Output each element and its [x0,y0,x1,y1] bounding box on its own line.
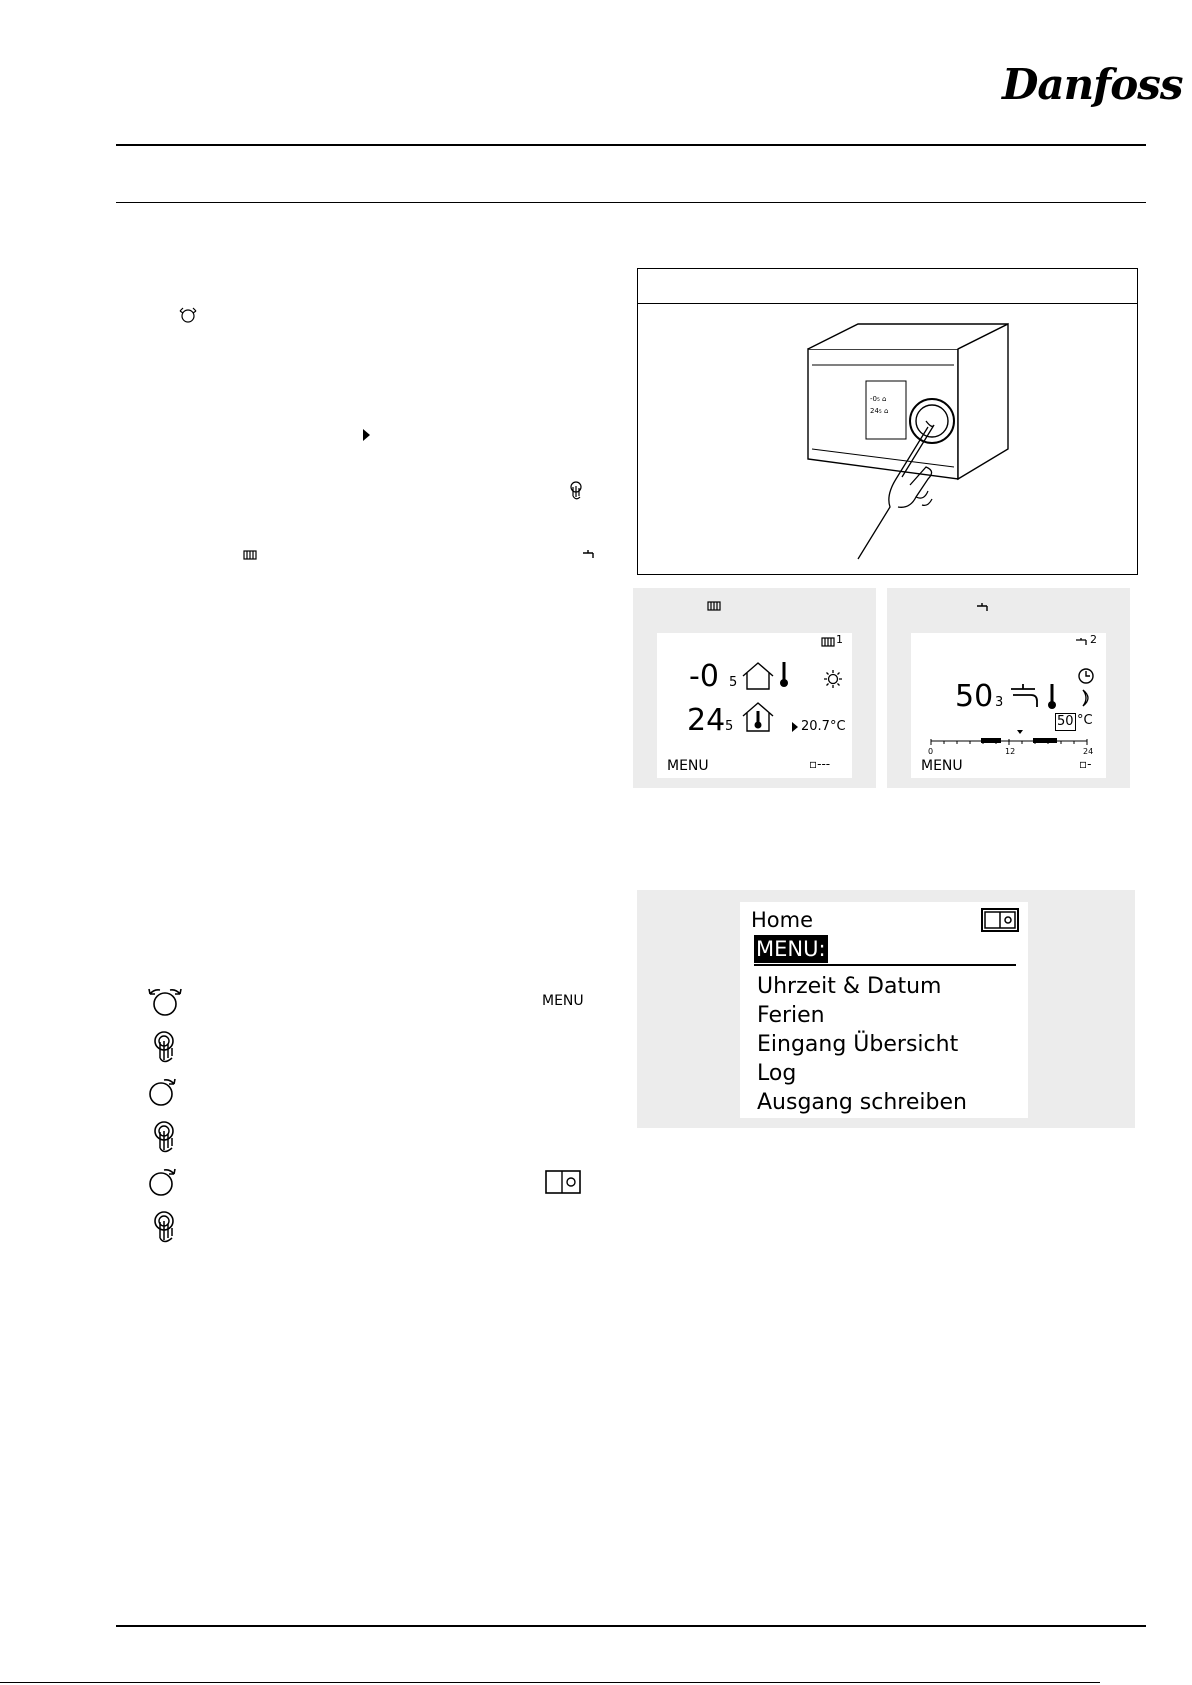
set-temp-unit: °C [1077,713,1093,728]
set-temp-box: 50 [1057,714,1074,729]
outdoor-temp-decimal: 5 [729,675,738,690]
status-indicator: ▫‑ [1079,757,1092,771]
menu-item-ausgang[interactable]: Ausgang schreiben [757,1090,967,1115]
logo-wordmark: Danfoss [1002,60,1183,109]
circuit-number: 2 [1090,633,1097,646]
push-icon [150,1030,180,1066]
controller-illustration [637,268,1138,575]
controller-mode-icon [981,908,1019,932]
tap-small-icon [581,549,597,561]
rotate-right-icon [146,1076,180,1108]
scale-label-0: 0 [928,747,934,756]
thermometer-icon [779,661,789,689]
tap-icon [1075,637,1089,647]
menu-lcd [740,902,1028,1118]
menu-item-log[interactable]: Log [757,1061,797,1086]
danfoss-logo [1002,58,1183,120]
radiator-small-icon [243,549,257,561]
page-bottom-rule [0,1682,1100,1683]
heating-lcd [657,633,852,778]
menu-screen-panel [637,890,1135,1128]
menu-item-uhrzeit[interactable]: Uhrzeit & Datum [757,974,942,999]
illustration-header [638,269,1137,304]
svg-text:24₅ ⌂: 24₅ ⌂ [870,407,889,415]
svg-text:-0₅ ⌂: -0₅ ⌂ [870,395,887,403]
thermometer-icon [1047,683,1057,711]
menu-item-eingang[interactable]: Eingang Übersicht [757,1032,959,1057]
room-temp-decimal: 5 [725,719,734,734]
water-temp-decimal: 3 [995,695,1004,710]
menu-header-underline [754,964,1016,966]
menu-item-ferien[interactable]: Ferien [757,1003,825,1028]
water-temp: 50 [955,679,994,714]
outdoor-temp: -0 [689,659,719,694]
room-temp: 24 [687,703,726,738]
menu-label: MENU [667,758,709,774]
tap-icon [975,602,991,614]
push-small-icon [567,480,585,502]
dhw-lcd [911,633,1106,778]
menu-inline-label: MENU [542,993,584,1009]
controller-hand-drawing [798,309,1038,569]
rotate-both-icon [144,986,186,1018]
controller-mode-icon [545,1170,581,1194]
scale-label-12: 12 [1005,747,1016,756]
circuit-number: 1 [836,633,843,646]
footer-rule [116,1625,1146,1627]
heating-screen-panel [633,588,876,788]
radiator-icon [707,600,721,612]
push-icon [150,1210,180,1246]
tap-large-icon [1009,683,1041,711]
arrow-right-icon [791,721,799,733]
sun-icon [823,669,843,689]
radiator-icon [821,636,835,648]
arrow-right-icon [362,428,372,442]
header-rule-bottom [116,202,1146,203]
menu-header: MENU: [756,937,826,961]
desired-temp: 20.7°C [801,719,846,734]
header-rule-top [116,144,1146,146]
house-room-icon [741,701,775,733]
rotate-right-icon [146,1166,180,1198]
push-icon [150,1120,180,1156]
menu-label: MENU [921,758,963,774]
dhw-screen-panel [887,588,1130,788]
menu-screen-title: Home [751,908,814,932]
rotate-small-icon [177,305,199,325]
clock-icon [1077,667,1095,685]
status-indicator: ▫‑‑‑ [809,757,831,771]
house-outdoor-icon [741,661,775,691]
scale-label-24: 24 [1083,747,1094,756]
moon-icon [1079,689,1093,707]
